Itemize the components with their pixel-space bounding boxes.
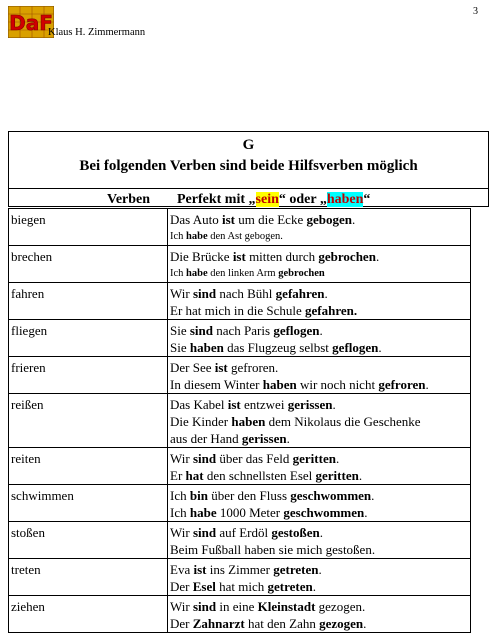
text-fragment: . xyxy=(378,340,382,355)
bold-fragment: Esel xyxy=(192,579,216,594)
table-row xyxy=(9,283,471,320)
text-fragment: Ich xyxy=(170,268,187,279)
text-fragment: Wir xyxy=(170,525,193,540)
bold-fragment: gestoßen xyxy=(271,525,320,540)
text-fragment: Der xyxy=(170,616,193,631)
text-fragment: Wir xyxy=(170,599,193,614)
bold-fragment: sind xyxy=(192,451,217,466)
text-fragment: Der xyxy=(170,579,193,594)
bold-fragment: hat xyxy=(185,468,204,483)
bold-fragment: habe xyxy=(186,231,208,242)
table-row xyxy=(9,357,471,394)
verb-cell: reißen xyxy=(9,394,168,448)
bold-fragment: gerissen xyxy=(287,397,333,412)
text-fragment: Beim Fußball haben sie mich gestoßen. xyxy=(170,542,376,557)
bold-fragment: ist xyxy=(232,249,246,264)
text-fragment: . xyxy=(318,562,322,577)
text-fragment: . xyxy=(319,525,323,540)
text-fragment: mitten durch xyxy=(245,249,319,264)
bold-fragment: ist xyxy=(222,212,235,227)
verb-cell: treten xyxy=(9,559,168,596)
bold-fragment: sind xyxy=(192,286,217,301)
text-fragment: gefroren. xyxy=(227,360,279,375)
example-cell xyxy=(168,246,471,283)
text-fragment: . xyxy=(375,249,380,264)
example-cell xyxy=(168,320,471,357)
text-fragment: Eva xyxy=(170,562,194,577)
table-row xyxy=(9,394,471,448)
example-sentence xyxy=(170,561,468,578)
example-sentence xyxy=(170,322,468,339)
text-fragment: in eine xyxy=(216,599,258,614)
example-cell xyxy=(168,559,471,596)
text-fragment: hat mich xyxy=(215,579,268,594)
verb-cell: frieren xyxy=(9,357,168,394)
table-row xyxy=(9,596,471,633)
verb-cell: stoßen xyxy=(9,522,168,559)
example-sentence xyxy=(170,228,468,245)
text-fragment: Der See xyxy=(170,360,215,375)
bold-fragment: geritten xyxy=(292,451,336,466)
example-sentence xyxy=(170,467,468,484)
text-fragment: Ich xyxy=(170,505,190,520)
example-sentence xyxy=(170,487,468,504)
perfekt-middle: “ oder „ xyxy=(278,192,327,207)
bold-fragment: haben xyxy=(189,340,224,355)
text-fragment: Die Brücke xyxy=(170,249,233,264)
bold-fragment: getreten xyxy=(273,562,319,577)
example-sentence xyxy=(170,285,468,302)
example-sentence xyxy=(170,615,468,632)
text-fragment: . xyxy=(312,579,316,594)
text-fragment: wir noch nicht xyxy=(296,377,379,392)
verb-cell: reiten xyxy=(9,448,168,485)
bold-fragment: getreten xyxy=(267,579,313,594)
text-fragment: Die Kinder xyxy=(170,414,232,429)
sein-highlight: sein xyxy=(255,192,279,207)
table-row xyxy=(9,448,471,485)
table-row xyxy=(9,246,471,283)
text-fragment: . xyxy=(324,286,328,301)
example-sentence xyxy=(170,248,468,265)
page-number: 3 xyxy=(473,6,478,17)
text-fragment: . xyxy=(364,505,368,520)
text-fragment: . xyxy=(319,323,323,338)
bold-fragment: gebrochen xyxy=(318,249,376,264)
bold-fragment: geflogen xyxy=(332,340,379,355)
verb-cell: brechen xyxy=(9,246,168,283)
table-row xyxy=(9,485,471,522)
text-fragment: den Ast gebogen. xyxy=(207,231,283,242)
verb-cell: biegen xyxy=(9,209,168,246)
bold-fragment: ist xyxy=(227,397,241,412)
text-fragment: . xyxy=(425,377,429,392)
header-divider xyxy=(9,188,488,189)
example-sentence xyxy=(170,450,468,467)
text-fragment: über das Feld xyxy=(216,451,293,466)
example-sentence xyxy=(170,430,468,447)
example-sentence xyxy=(170,524,468,541)
example-sentence xyxy=(170,339,468,356)
bold-fragment: habe xyxy=(186,268,208,279)
verb-cell: schwimmen xyxy=(9,485,168,522)
text-fragment: entzwei xyxy=(240,397,288,412)
text-fragment: . xyxy=(351,212,356,227)
section-title: Bei folgenden Verben sind beide Hilfsverben möglich xyxy=(79,158,418,174)
bold-fragment: gefroren xyxy=(378,377,426,392)
text-fragment: . xyxy=(335,451,340,466)
table-row xyxy=(9,559,471,596)
bold-fragment: Zahnarzt xyxy=(192,616,245,631)
section-header xyxy=(8,131,489,207)
bold-fragment: sind xyxy=(192,525,217,540)
author-name: Klaus H. Zimmermann xyxy=(48,27,146,38)
table-row xyxy=(9,522,471,559)
bold-fragment: gefahren. xyxy=(305,303,358,318)
bold-fragment: haben xyxy=(262,377,297,392)
haben-highlight: haben xyxy=(326,192,364,207)
example-cell xyxy=(168,394,471,448)
example-sentence xyxy=(170,578,468,595)
verb-cell: fahren xyxy=(9,283,168,320)
example-sentence xyxy=(170,396,468,413)
text-fragment: Das Auto xyxy=(170,212,222,227)
bold-fragment: geflogen xyxy=(273,323,320,338)
bold-fragment: haben xyxy=(231,414,266,429)
text-fragment: hat den Zahn xyxy=(244,616,320,631)
example-cell xyxy=(168,522,471,559)
bold-fragment: geschwommen xyxy=(290,488,372,503)
bold-fragment: gerissen xyxy=(241,431,287,446)
example-cell xyxy=(168,357,471,394)
text-fragment: 1000 Meter xyxy=(216,505,284,520)
text-fragment: den linken Arm xyxy=(207,268,279,279)
text-fragment: Er hat mich in die Schule xyxy=(170,303,306,318)
bold-fragment: gefahren xyxy=(275,286,325,301)
column-header-perfekt xyxy=(177,192,370,208)
text-fragment: Ich xyxy=(170,488,190,503)
bold-fragment: gebogen xyxy=(306,212,352,227)
text-fragment: Wir xyxy=(170,286,193,301)
text-fragment: Ich xyxy=(170,231,187,242)
text-fragment: . xyxy=(332,397,336,412)
table-row xyxy=(9,320,471,357)
section-letter: G xyxy=(242,137,255,153)
bold-fragment: ist xyxy=(214,360,228,375)
verb-cell: ziehen xyxy=(9,596,168,633)
text-fragment: . xyxy=(286,431,290,446)
text-fragment: über den Fluss xyxy=(207,488,291,503)
example-sentence xyxy=(170,541,468,558)
text-fragment: nach Paris xyxy=(213,323,274,338)
perfekt-prefix: Perfekt mit „ xyxy=(177,192,256,207)
text-fragment: Wir xyxy=(170,451,193,466)
example-cell xyxy=(168,283,471,320)
bold-fragment: Kleinstadt xyxy=(257,599,316,614)
bold-fragment: sind xyxy=(189,323,214,338)
example-cell xyxy=(168,448,471,485)
text-fragment: Sie xyxy=(170,340,190,355)
text-fragment: Sie xyxy=(170,323,190,338)
text-fragment: Er xyxy=(170,468,186,483)
example-sentence xyxy=(170,302,468,319)
text-fragment: nach Bühl xyxy=(216,286,276,301)
text-fragment: aus der Hand xyxy=(170,431,242,446)
text-fragment: auf Erdöl xyxy=(216,525,272,540)
bold-fragment: geschwommen xyxy=(283,505,365,520)
column-header-verben: Verben xyxy=(107,192,151,207)
example-sentence xyxy=(170,413,468,430)
verbs-table xyxy=(8,208,471,633)
example-sentence xyxy=(170,359,468,376)
logo-text: DaF xyxy=(9,11,53,35)
bold-fragment: sind xyxy=(192,599,217,614)
text-fragment: ins Zimmer xyxy=(206,562,274,577)
example-sentence xyxy=(170,598,468,615)
example-cell xyxy=(168,209,471,246)
text-fragment: . xyxy=(358,468,363,483)
example-sentence xyxy=(170,265,468,282)
bold-fragment: habe xyxy=(189,505,217,520)
perfekt-suffix: “ xyxy=(363,192,371,207)
text-fragment: . xyxy=(371,488,375,503)
bold-fragment: gebrochen xyxy=(278,268,325,279)
text-fragment: . xyxy=(363,616,367,631)
example-sentence xyxy=(170,211,468,228)
text-fragment: Das Kabel xyxy=(170,397,228,412)
bold-fragment: bin xyxy=(189,488,208,503)
text-fragment: das Flugzeug selbst xyxy=(223,340,333,355)
text-fragment: um die Ecke xyxy=(235,212,307,227)
example-cell xyxy=(168,596,471,633)
bold-fragment: gezogen xyxy=(319,616,364,631)
text-fragment: den schnellsten Esel xyxy=(203,468,316,483)
example-sentence xyxy=(170,504,468,521)
example-cell xyxy=(168,485,471,522)
text-fragment: dem Nikolaus die Geschenke xyxy=(265,414,421,429)
text-fragment: In diesem Winter xyxy=(170,377,263,392)
bold-fragment: geritten xyxy=(315,468,359,483)
example-sentence xyxy=(170,376,468,393)
bold-fragment: ist xyxy=(193,562,207,577)
verb-cell: fliegen xyxy=(9,320,168,357)
table-row xyxy=(9,209,471,246)
text-fragment: gezogen. xyxy=(315,599,366,614)
